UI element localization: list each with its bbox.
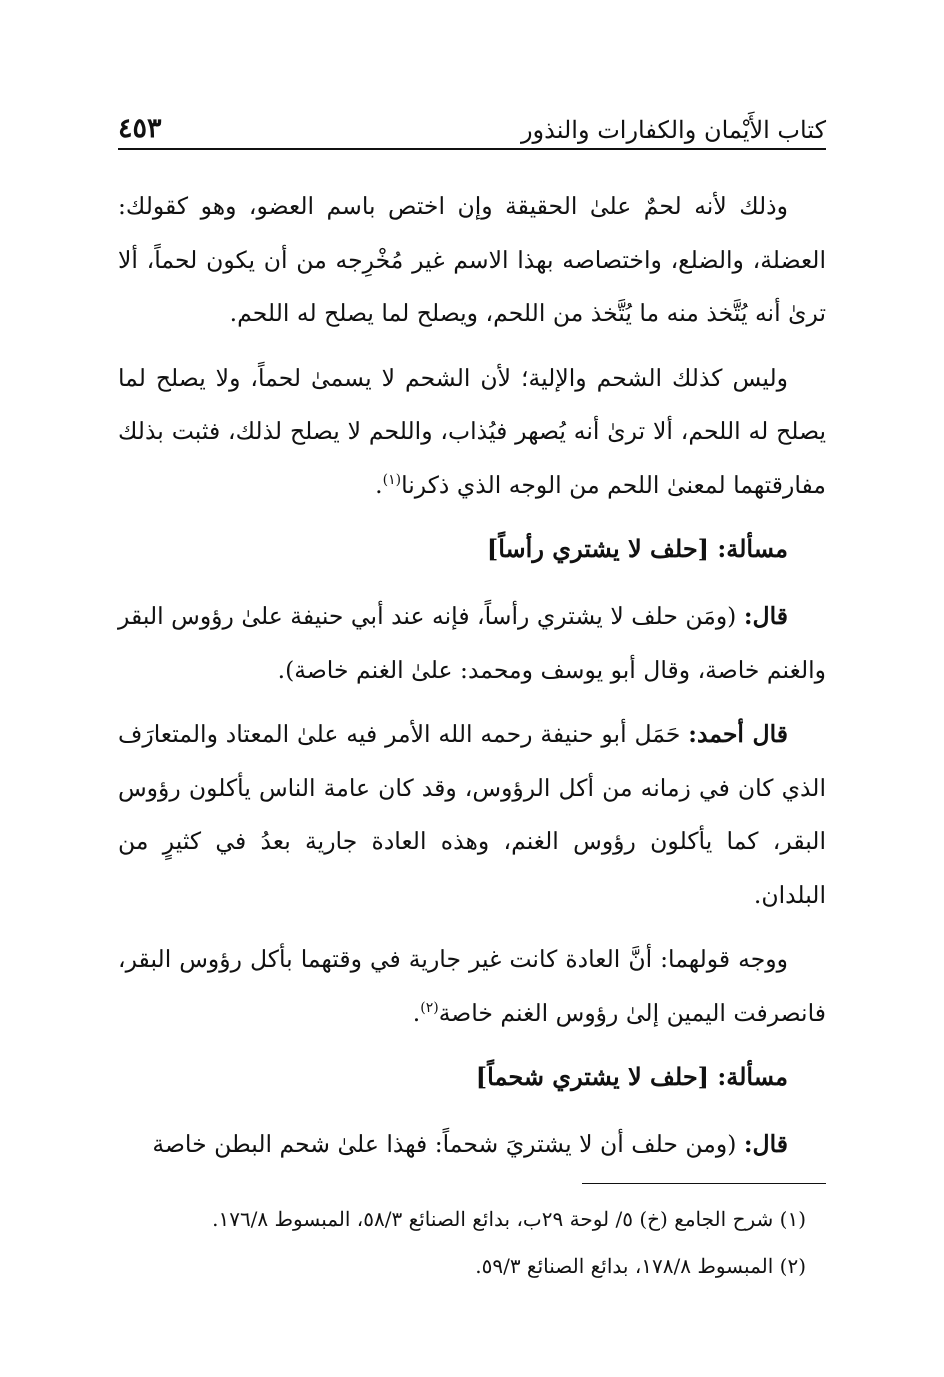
footnote-reference: (١) (382, 471, 402, 488)
page-number: ٤٥٣ (118, 113, 162, 144)
footnote-1: (١) شرح الجامع (خ) ٥/ لوحة ٢٩ب، بدائع الصنائع ٥٨/٣، المبسوط ١٧٦/٨. (212, 1206, 806, 1231)
footnote-separator (582, 1183, 826, 1184)
paragraph-punctuation: . (412, 998, 421, 1027)
footnotes (118, 1202, 826, 1284)
paragraph-body: (ومن حلف أن لا يشتريَ شحماً: فهذا علىٰ شحم البطن خاصة (152, 1130, 744, 1158)
paragraph-body: ووجه قولهما: أنَّ العادة كانت غير جارية في وقتهما بأكل رؤوس البقر، فانصرفت اليمين إلىٰ رؤوس الغنم خاصة (118, 945, 826, 1027)
book-title: كتاب الأَيْمان والكفارات والنذور (520, 116, 826, 144)
page-header (118, 88, 826, 150)
paragraph-text (118, 708, 826, 922)
paragraph (118, 933, 826, 1040)
paragraph-punctuation: . (375, 470, 383, 499)
paragraph-text (118, 590, 826, 697)
paragraph (118, 590, 826, 697)
paragraph (118, 1118, 826, 1172)
paragraph-body: حَمَل أبو حنيفة رحمه الله الأمر فيه علىٰ المعتاد والمتعارَف الذي كان في زمانه من أكل الرؤوس، وقد كان عامة الناس يأكلون رؤوس البقر، كما يأكلون رؤوس الغنم، وهذه العادة جارية بعدُ في كثيرٍ من البلدان. (118, 720, 826, 909)
question-heading: مسألة: [حلف لا يشتري رأساً] (486, 534, 788, 563)
paragraph-text: وذلك لأنه لحمٌ علىٰ الحقيقة وإن اختص باسم العضو، وهو كقولك: العضلة، والضلع، واختصاصه بهذا الاسم غير مُخْرِجه من أن يكون لحماً، ألا ترىٰ أنه يُتَّخذ منه ما يُتَّخذ من اللحم، ويصلح لما يصلح له اللحم. (118, 192, 826, 327)
main-text (118, 180, 826, 1172)
footnote-reference: (٢) (420, 999, 439, 1016)
paragraph-body: وليس كذلك الشحم والإلية؛ لأن الشحم لا يسمىٰ لحماً، ولا يصلح لما يصلح له اللحم، ألا ترىٰ أنه يُصهر فيُذاب، واللحم لا يصلح لذلك، فثبت بذلك مفارقتهما لمعنىٰ اللحم من الوجه الذي ذكرنا (118, 363, 826, 499)
book-page (118, 88, 826, 1296)
paragraph-text (118, 1118, 826, 1172)
footnote-2: (٢) المبسوط ١٧٨/٨، بدائع الصنائع ٥٩/٣. (475, 1253, 806, 1278)
paragraph (118, 180, 826, 341)
speaker-label: قال: (743, 602, 788, 630)
paragraph-body: (ومَن حلف لا يشتري رأساً، فإنه عند أبي حنيفة علىٰ رؤوس البقر والغنم خاصة، وقال أبو يوسف ومحمد: علىٰ الغنم خاصة). (118, 602, 826, 684)
paragraph-text (118, 933, 826, 1040)
speaker-label: قال: (743, 1130, 788, 1158)
question-heading: مسألة: [حلف لا يشتري شحماً] (475, 1062, 788, 1091)
paragraph-text (118, 352, 826, 513)
speaker-label: قال أحمد: (688, 720, 788, 748)
paragraph (118, 352, 826, 513)
paragraph (118, 708, 826, 922)
